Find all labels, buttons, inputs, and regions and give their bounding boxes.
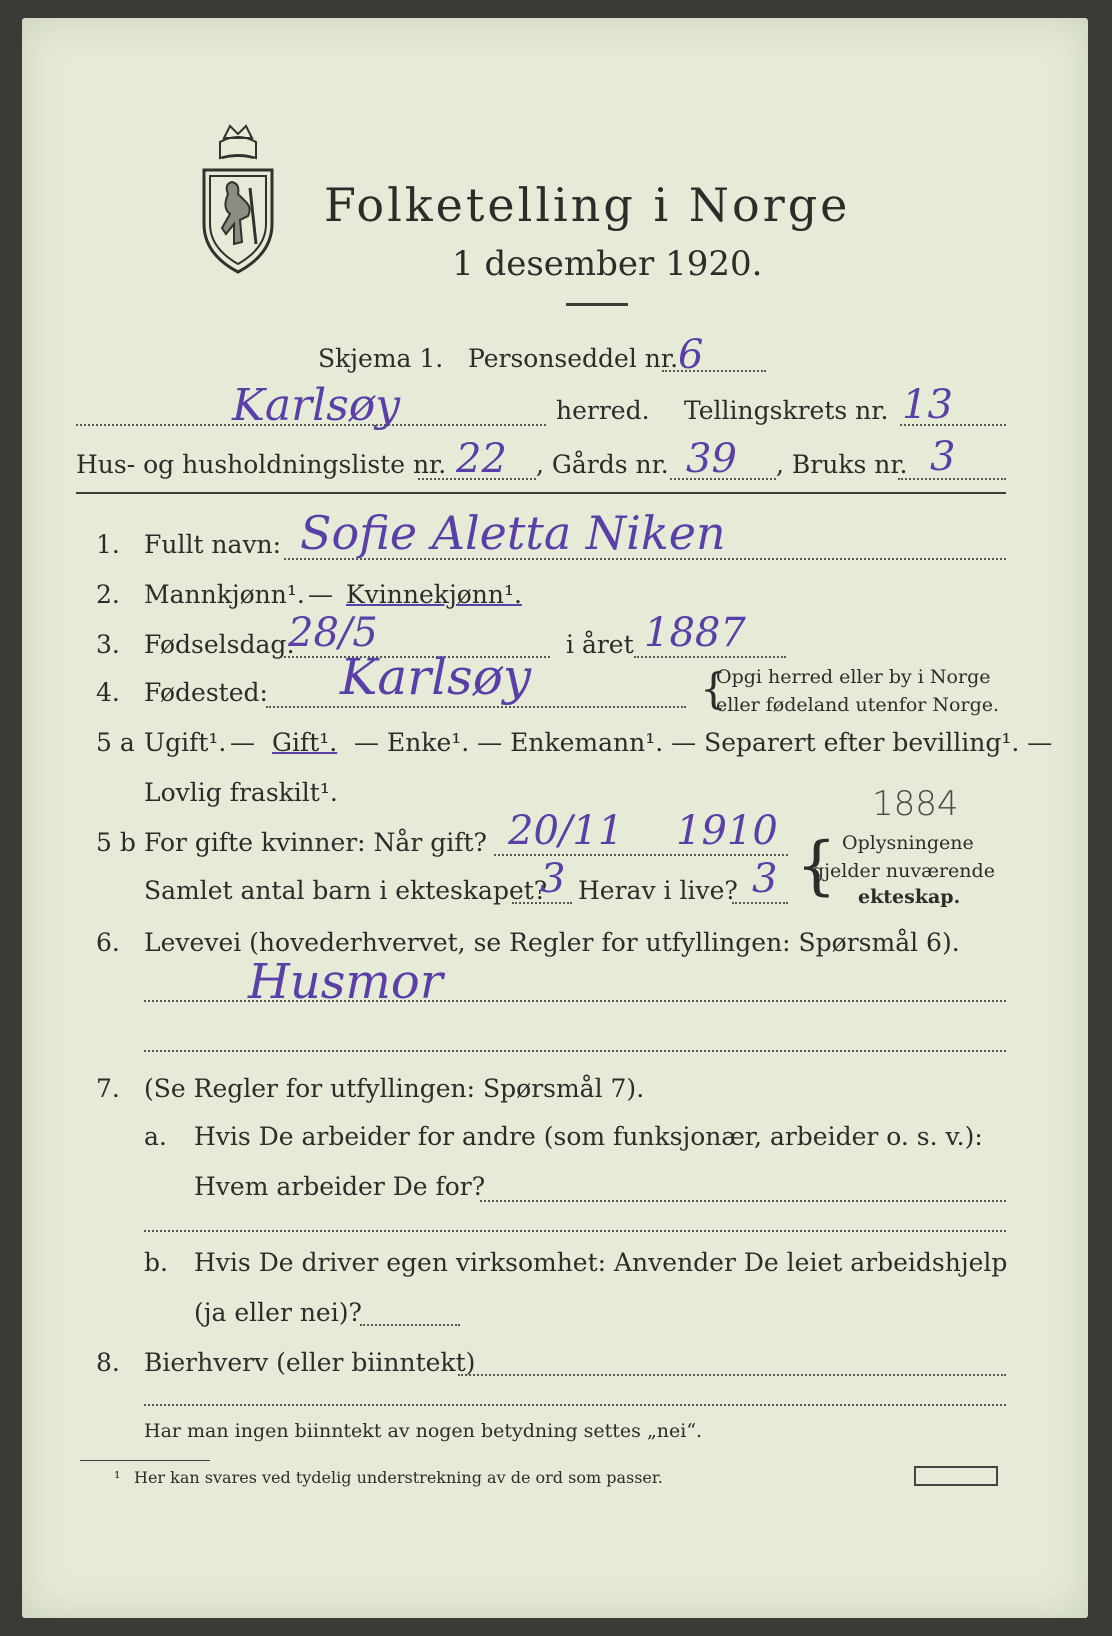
q4-dots — [266, 706, 686, 708]
children-dots — [512, 902, 572, 904]
schema-label: Skjema 1. — [318, 344, 444, 373]
q5a-other-options: — Enke¹. — Enkemann¹. — Separert efter bevilling¹. — — [354, 728, 1053, 757]
footnote-text: Her kan svares ved tydelig understrekning av de ord som passer. — [134, 1468, 663, 1487]
header-rule — [76, 492, 1006, 494]
gards-value[interactable]: 39 — [686, 436, 737, 482]
gards-label: , Gårds nr. — [536, 450, 669, 479]
tellingskrets-value[interactable]: 13 — [902, 382, 953, 428]
alive-label: Herav i live? — [578, 876, 738, 905]
alive-dots — [732, 902, 788, 904]
husliste-label: Hus- og husholdningsliste nr. — [76, 450, 447, 479]
tellingskrets-label: Tellingskrets nr. — [684, 396, 889, 425]
unmarried-option[interactable]: Ugift¹. — [144, 728, 227, 757]
q1-number: 1. — [96, 530, 120, 559]
year-label: i året — [566, 630, 634, 659]
female-option[interactable]: Kvinnekjønn¹. — [346, 580, 522, 609]
q7b-question: (ja eller nei)? — [194, 1298, 362, 1327]
birthdate-value[interactable]: 28/5 — [288, 610, 378, 656]
q5b-note-line2: gjelder nuværende — [812, 860, 995, 882]
marriage-date-value[interactable]: 20/11 — [508, 808, 624, 854]
q5b-note-line3: ekteskap. — [858, 886, 961, 908]
census-date: 1 desember 1920. — [452, 244, 763, 284]
q8-dots-2[interactable] — [144, 1404, 1006, 1406]
herred-label: herred. — [556, 396, 650, 425]
alive-value[interactable]: 3 — [752, 856, 778, 902]
q7-label: (Se Regler for utfyllingen: Spørsmål 7). — [144, 1074, 645, 1103]
q4-number: 4. — [96, 678, 120, 707]
title-divider — [566, 303, 628, 306]
q7a-dots-2[interactable] — [144, 1230, 1006, 1232]
q8-dots-1[interactable] — [458, 1374, 1006, 1376]
q8-label: Bierhverv (eller biinntekt) — [144, 1348, 476, 1377]
q2-number: 2. — [96, 580, 120, 609]
husliste-value[interactable]: 22 — [456, 436, 507, 482]
q5b-label: For gifte kvinner: Når gift? — [144, 828, 487, 857]
children-label: Samlet antal barn i ekteskapet? — [144, 876, 548, 905]
q7b-text: Hvis De driver egen virksomhet: Anvender De leiet arbeidshjelp — [194, 1248, 1008, 1277]
annotation-year: 1884 — [872, 784, 959, 824]
q4-brace: { — [700, 664, 727, 713]
q5a-separator: — — [230, 728, 255, 757]
q7a-letter: a. — [144, 1122, 167, 1151]
footnote-mark: ¹ — [114, 1468, 121, 1487]
q3-number: 3. — [96, 630, 120, 659]
form-title: Folketelling i Norge — [324, 178, 851, 232]
q1-label: Fullt navn: — [144, 530, 282, 559]
q2-separator: — — [308, 580, 333, 609]
divorced-option[interactable]: Lovlig fraskilt¹. — [144, 778, 338, 807]
census-form-sheet — [22, 18, 1088, 1618]
q4-note-line1: Opgi herred eller by i Norge — [716, 666, 991, 688]
q7a-question: Hvem arbeider De for? — [194, 1172, 486, 1201]
q7b-dots[interactable] — [360, 1324, 460, 1326]
occupation-value[interactable]: Husmor — [248, 954, 443, 1010]
q3-year-dots — [634, 656, 786, 658]
birthyear-value[interactable]: 1887 — [644, 610, 746, 656]
personseddel-label: Personseddel nr. — [468, 344, 679, 373]
q4-label: Fødested: — [144, 678, 268, 707]
herred-value[interactable]: Karlsøy — [232, 380, 401, 431]
q5b-brace: { — [796, 829, 837, 903]
q8-number: 8. — [96, 1348, 120, 1377]
income-note: Har man ingen biinntekt av nogen betydning settes „nei“. — [144, 1420, 703, 1442]
full-name-value[interactable]: Sofie Aletta Niken — [300, 506, 726, 560]
q5b-date-dots — [494, 854, 788, 856]
q6-dots-2 — [144, 1050, 1006, 1052]
birthplace-value[interactable]: Karlsøy — [340, 648, 532, 706]
children-value[interactable]: 3 — [540, 856, 566, 902]
q3-label: Fødselsdag: — [144, 630, 295, 659]
married-option[interactable]: Gift¹. — [272, 728, 338, 757]
male-option[interactable]: Mannkjønn¹. — [144, 580, 305, 609]
footnote-rule — [80, 1460, 210, 1461]
q7a-dots-1[interactable] — [480, 1200, 1006, 1202]
coat-of-arms-icon — [194, 124, 282, 276]
q5b-number: 5 b — [96, 828, 136, 857]
q5b-note-line1: Oplysningene — [842, 832, 974, 854]
q4-note-line2: eller fødeland utenfor Norge. — [716, 694, 1000, 716]
q5a-number: 5 a — [96, 728, 135, 757]
printer-stamp — [914, 1466, 998, 1486]
q7a-text: Hvis De arbeider for andre (som funksjonær, arbeider o. s. v.): — [194, 1122, 983, 1151]
marriage-year-value[interactable]: 1910 — [676, 808, 778, 854]
q7-number: 7. — [96, 1074, 120, 1103]
bruks-value[interactable]: 3 — [930, 434, 956, 480]
personseddel-value[interactable]: 6 — [678, 332, 704, 378]
q6-number: 6. — [96, 928, 120, 957]
bruks-label: , Bruks nr. — [776, 450, 908, 479]
q6-label: Levevei (hovederhvervet, se Regler for utfyllingen: Spørsmål 6). — [144, 928, 960, 957]
q7b-letter: b. — [144, 1248, 168, 1277]
